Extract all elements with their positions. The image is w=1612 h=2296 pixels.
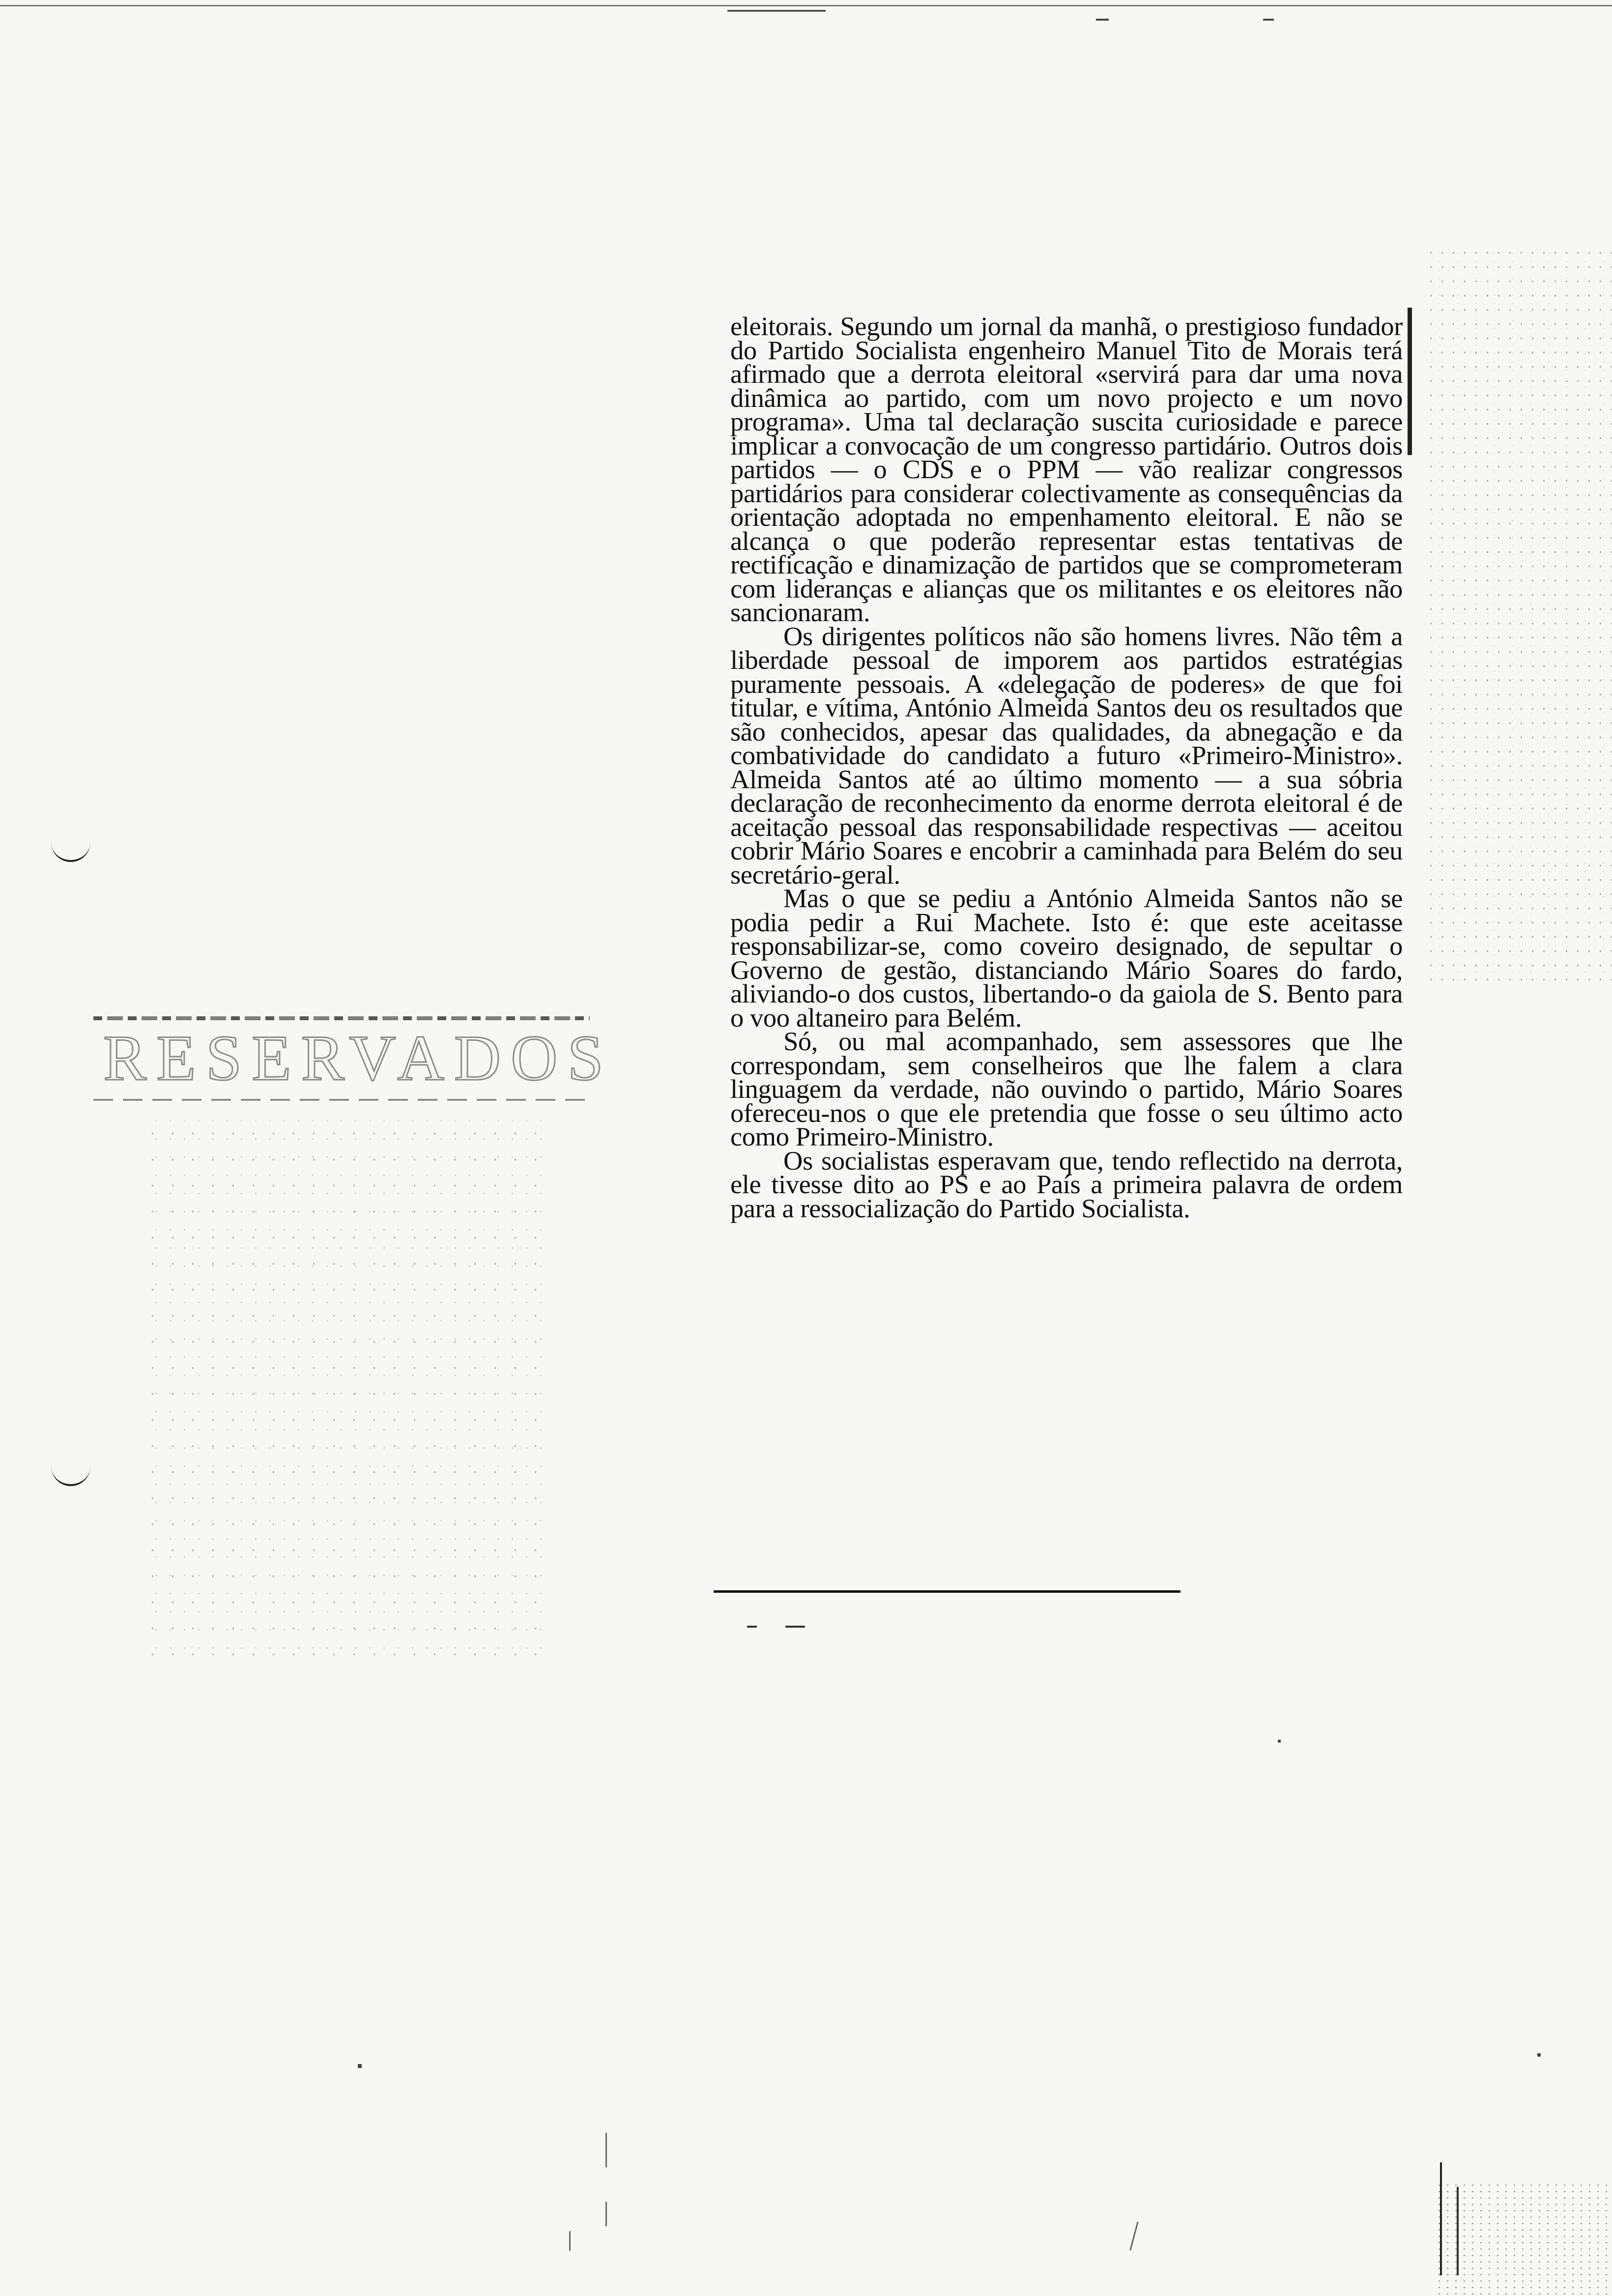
scan-top-edge bbox=[0, 5, 1612, 6]
margin-bracket-mark bbox=[51, 1464, 90, 1486]
article-paragraph-4: Só, ou mal acompanhado, sem assessores que lhe correspondam, sem conselheiros que lhe falem a clara linguagem da verdade, não ouvindo o partido, Mário Soares ofereceu-nos o que ele pretendia que fosse o seu último acto como Primeiro-Ministro. bbox=[730, 1026, 1403, 1151]
scan-top-mark bbox=[727, 10, 826, 12]
article-paragraph-1: eleitorais. Segundo um jornal da manhã, o prestigioso fundador do Partido Socialista engenheiro Manuel Tito de Morais terá afirmado que a derrota eleitoral «servirá para dar uma nova dinâmica ao partido, com um novo projecto e um novo programa». Uma tal declaração suscita curiosidade e parece implicar a convocação de um congresso partidário. Outros dois partidos — o CDS e o PPM — vão realizar congressos partidários para considerar colectivamente as consequências da orientação adoptada no empenhamento eleitoral. E não se alcança o que poderão representar estas tentativas de rectificação e dinamização de partidos que se comprometeram com lideranças e alianças que os militantes e os eleitores não sancionaram. bbox=[730, 311, 1403, 627]
scan-dash bbox=[1263, 19, 1274, 21]
article-end-rule bbox=[714, 1590, 1180, 1593]
scan-streak bbox=[605, 2202, 607, 2226]
scan-speck bbox=[1537, 2053, 1541, 2057]
article-column bbox=[730, 311, 1403, 1223]
reservados-stamp bbox=[93, 1003, 613, 1101]
stamp-top-band bbox=[93, 1016, 590, 1020]
scan-noise-bottom bbox=[1435, 2182, 1612, 2296]
scan-noise-right bbox=[1425, 246, 1612, 983]
scan-dash bbox=[1096, 19, 1109, 21]
scan-dash bbox=[747, 1626, 757, 1628]
scan-streak bbox=[605, 2133, 607, 2167]
column-margin-bar bbox=[1408, 308, 1412, 455]
article-paragraph-2: Os dirigentes políticos não são homens livres. Não têm a liberdade pessoal de imporem aos partidos estratégias puramente pessoais. A «delegação de poderes» de que foi titular, e vítima, António Almeida Santos deu os resultados que são conhecidos, apesar das qualidades, da abnegação e da combatividade do candidato a futuro «Primeiro-Ministro». Almeida Santos até ao último momento — a sua sóbria declaração de reconhecimento da enorme derrota eleitoral é de aceitação pessoal das responsabilidade respectivas — aceitou cobrir Mário Soares e encobrir a caminhada para Belém do seu secretário-geral. bbox=[730, 621, 1403, 890]
scan-noise-left bbox=[143, 1120, 546, 1661]
article-paragraph-5: Os socialistas esperavam que, tendo reflectido na derrota, ele tivesse dito ao PS e ao País a primeira palavra de ordem para a ressocialização do Partido Socialista. bbox=[730, 1145, 1403, 1223]
article-paragraph-3: Mas o que se pediu a António Almeida Santos não se podia pedir a Rui Machete. Isto é: que este aceitasse responsabilizar-se, como coveiro designado, de sepultar o Governo de gestão, distanciando Mário Soares do fardo, aliviando-o dos custos, libertando-o da gaiola de S. Bento para o voo altaneiro para Belém. bbox=[730, 883, 1403, 1033]
scan-speck bbox=[358, 2064, 362, 2068]
scan-dash bbox=[785, 1626, 805, 1628]
stamp-bottom-band bbox=[93, 1099, 590, 1101]
scan-streak bbox=[1129, 2222, 1138, 2251]
scan-speck bbox=[1278, 1740, 1281, 1743]
margin-bracket-mark bbox=[51, 840, 90, 862]
stamp-text: RESERVADOS bbox=[103, 1022, 613, 1094]
scan-streak bbox=[569, 2231, 571, 2251]
